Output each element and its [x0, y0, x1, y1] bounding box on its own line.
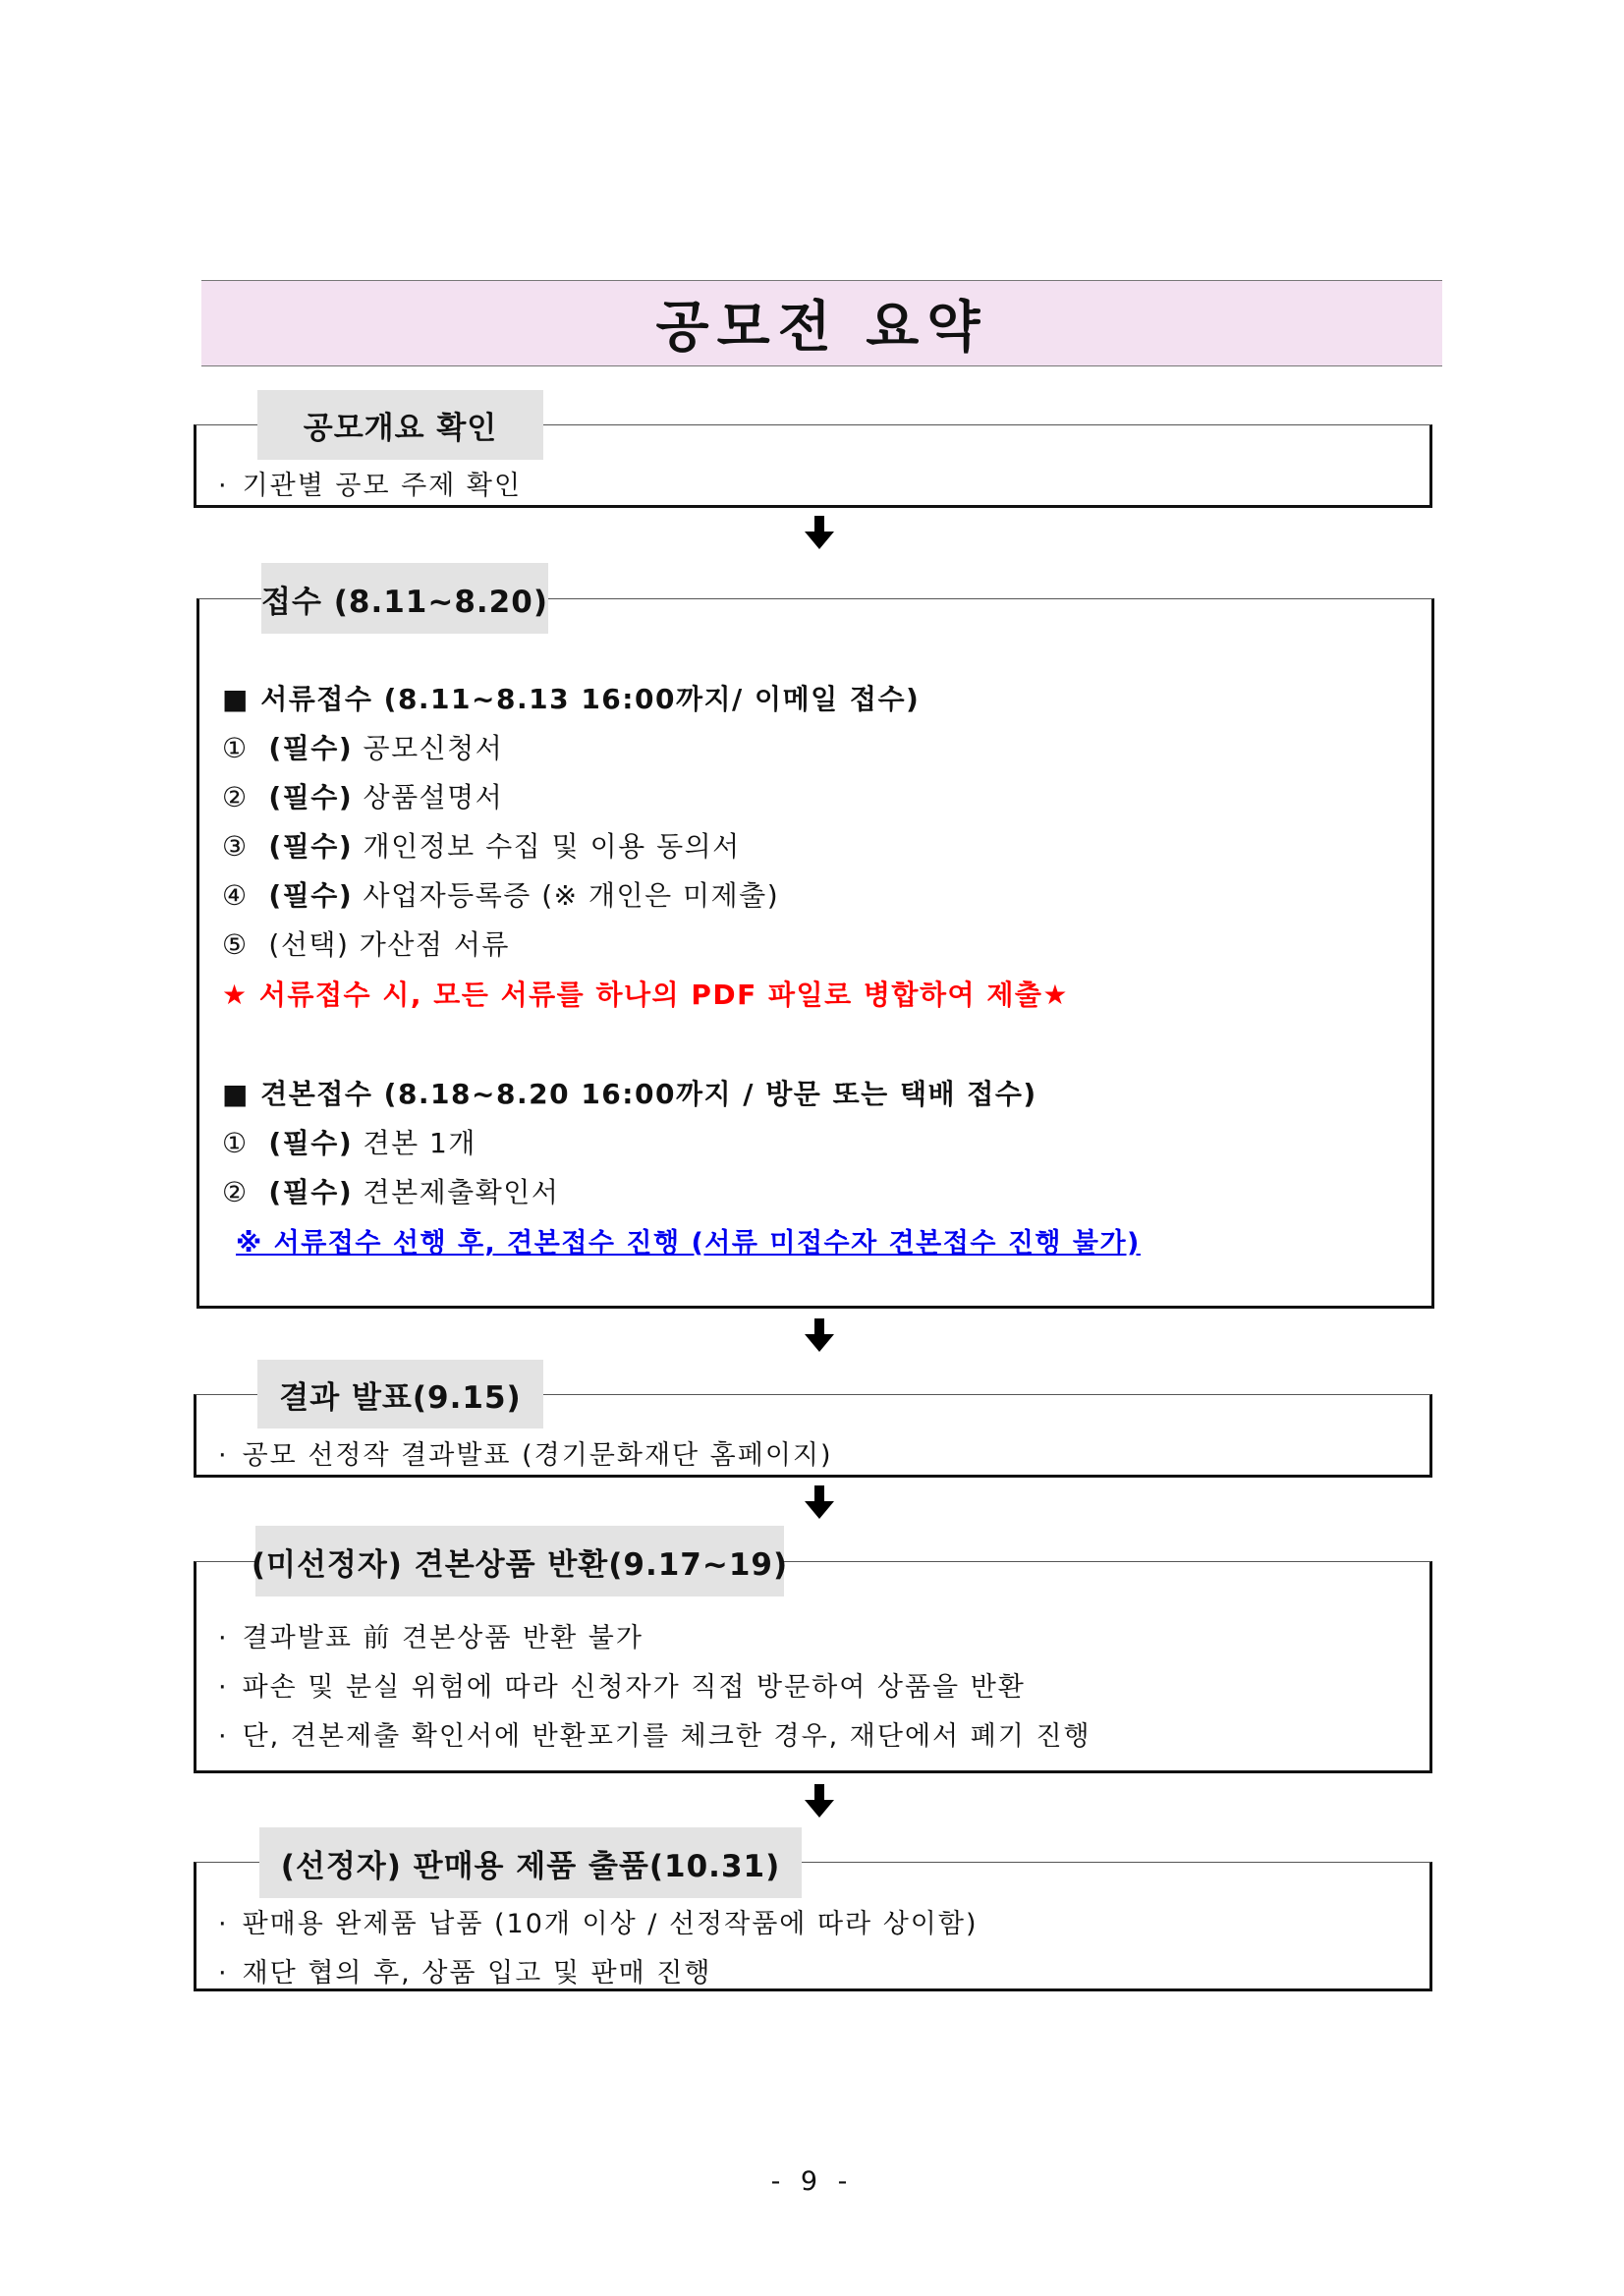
- list-item: · 재단 협의 후, 상품 입고 및 판매 진행: [218, 1958, 712, 1988]
- list-item: · 판매용 완제품 납품 (10개 이상 / 선정작품에 따라 상이함): [218, 1909, 979, 1939]
- list-item: ① (필수) 공모신청서: [222, 732, 504, 764]
- down-arrow-icon: [805, 516, 834, 549]
- section-overview-tab: 공모개요 확인: [257, 390, 543, 460]
- list-item: · 결과발표 前 견본상품 반환 불가: [218, 1623, 644, 1653]
- list-item: · 파손 및 분실 위험에 따라 신청자가 직접 방문하여 상품을 반환: [218, 1672, 1026, 1703]
- list-item: ② (필수) 상품설명서: [222, 781, 504, 813]
- list-item: ④ (필수) 사업자등록증 (※ 개인은 미제출): [222, 879, 780, 912]
- section-return-tab: (미선정자) 견본상품 반환(9.17~19): [255, 1526, 784, 1596]
- down-arrow-icon: [805, 1485, 834, 1519]
- page-title: 공모전 요약: [655, 296, 988, 360]
- samples-heading: ■ 견본접수 (8.18~8.20 16:00까지 / 방문 또는 택배 접수): [222, 1078, 1037, 1110]
- section-delivery-tab: (선정자) 판매용 제품 출품(10.31): [259, 1827, 802, 1898]
- list-item: · 공모 선정작 결과발표 (경기문화재단 홈페이지): [218, 1440, 833, 1471]
- list-item: ⑤ (선택) 가산점 서류: [222, 928, 510, 961]
- list-item: · 단, 견본제출 확인서에 반환포기를 체크한 경우, 재단에서 폐기 진행: [218, 1721, 1092, 1752]
- page-number: - 9 -: [770, 2166, 854, 2197]
- section-results-tab: 결과 발표(9.15): [257, 1360, 543, 1428]
- samples-note: ※ 서류접수 선행 후, 견본접수 진행 (서류 미접수자 견본접수 진행 불가): [236, 1228, 1141, 1259]
- section-reception-tab: 접수 (8.11~8.20): [261, 563, 548, 634]
- down-arrow-icon: [805, 1318, 834, 1352]
- list-item: ① (필수) 견본 1개: [222, 1127, 476, 1159]
- down-arrow-icon: [805, 1784, 834, 1818]
- list-item: ② (필수) 견본제출확인서: [222, 1176, 560, 1208]
- documents-heading: ■ 서류접수 (8.11~8.13 16:00까지/ 이메일 접수): [222, 683, 921, 715]
- list-item: · 기관별 공모 주제 확인: [218, 471, 523, 501]
- page-title-band: [201, 280, 1442, 366]
- list-item: ③ (필수) 개인정보 수집 및 이용 동의서: [222, 830, 741, 863]
- documents-note: ★ 서류접수 시, 모든 서류를 하나의 PDF 파일로 병합하여 제출★: [222, 979, 1070, 1011]
